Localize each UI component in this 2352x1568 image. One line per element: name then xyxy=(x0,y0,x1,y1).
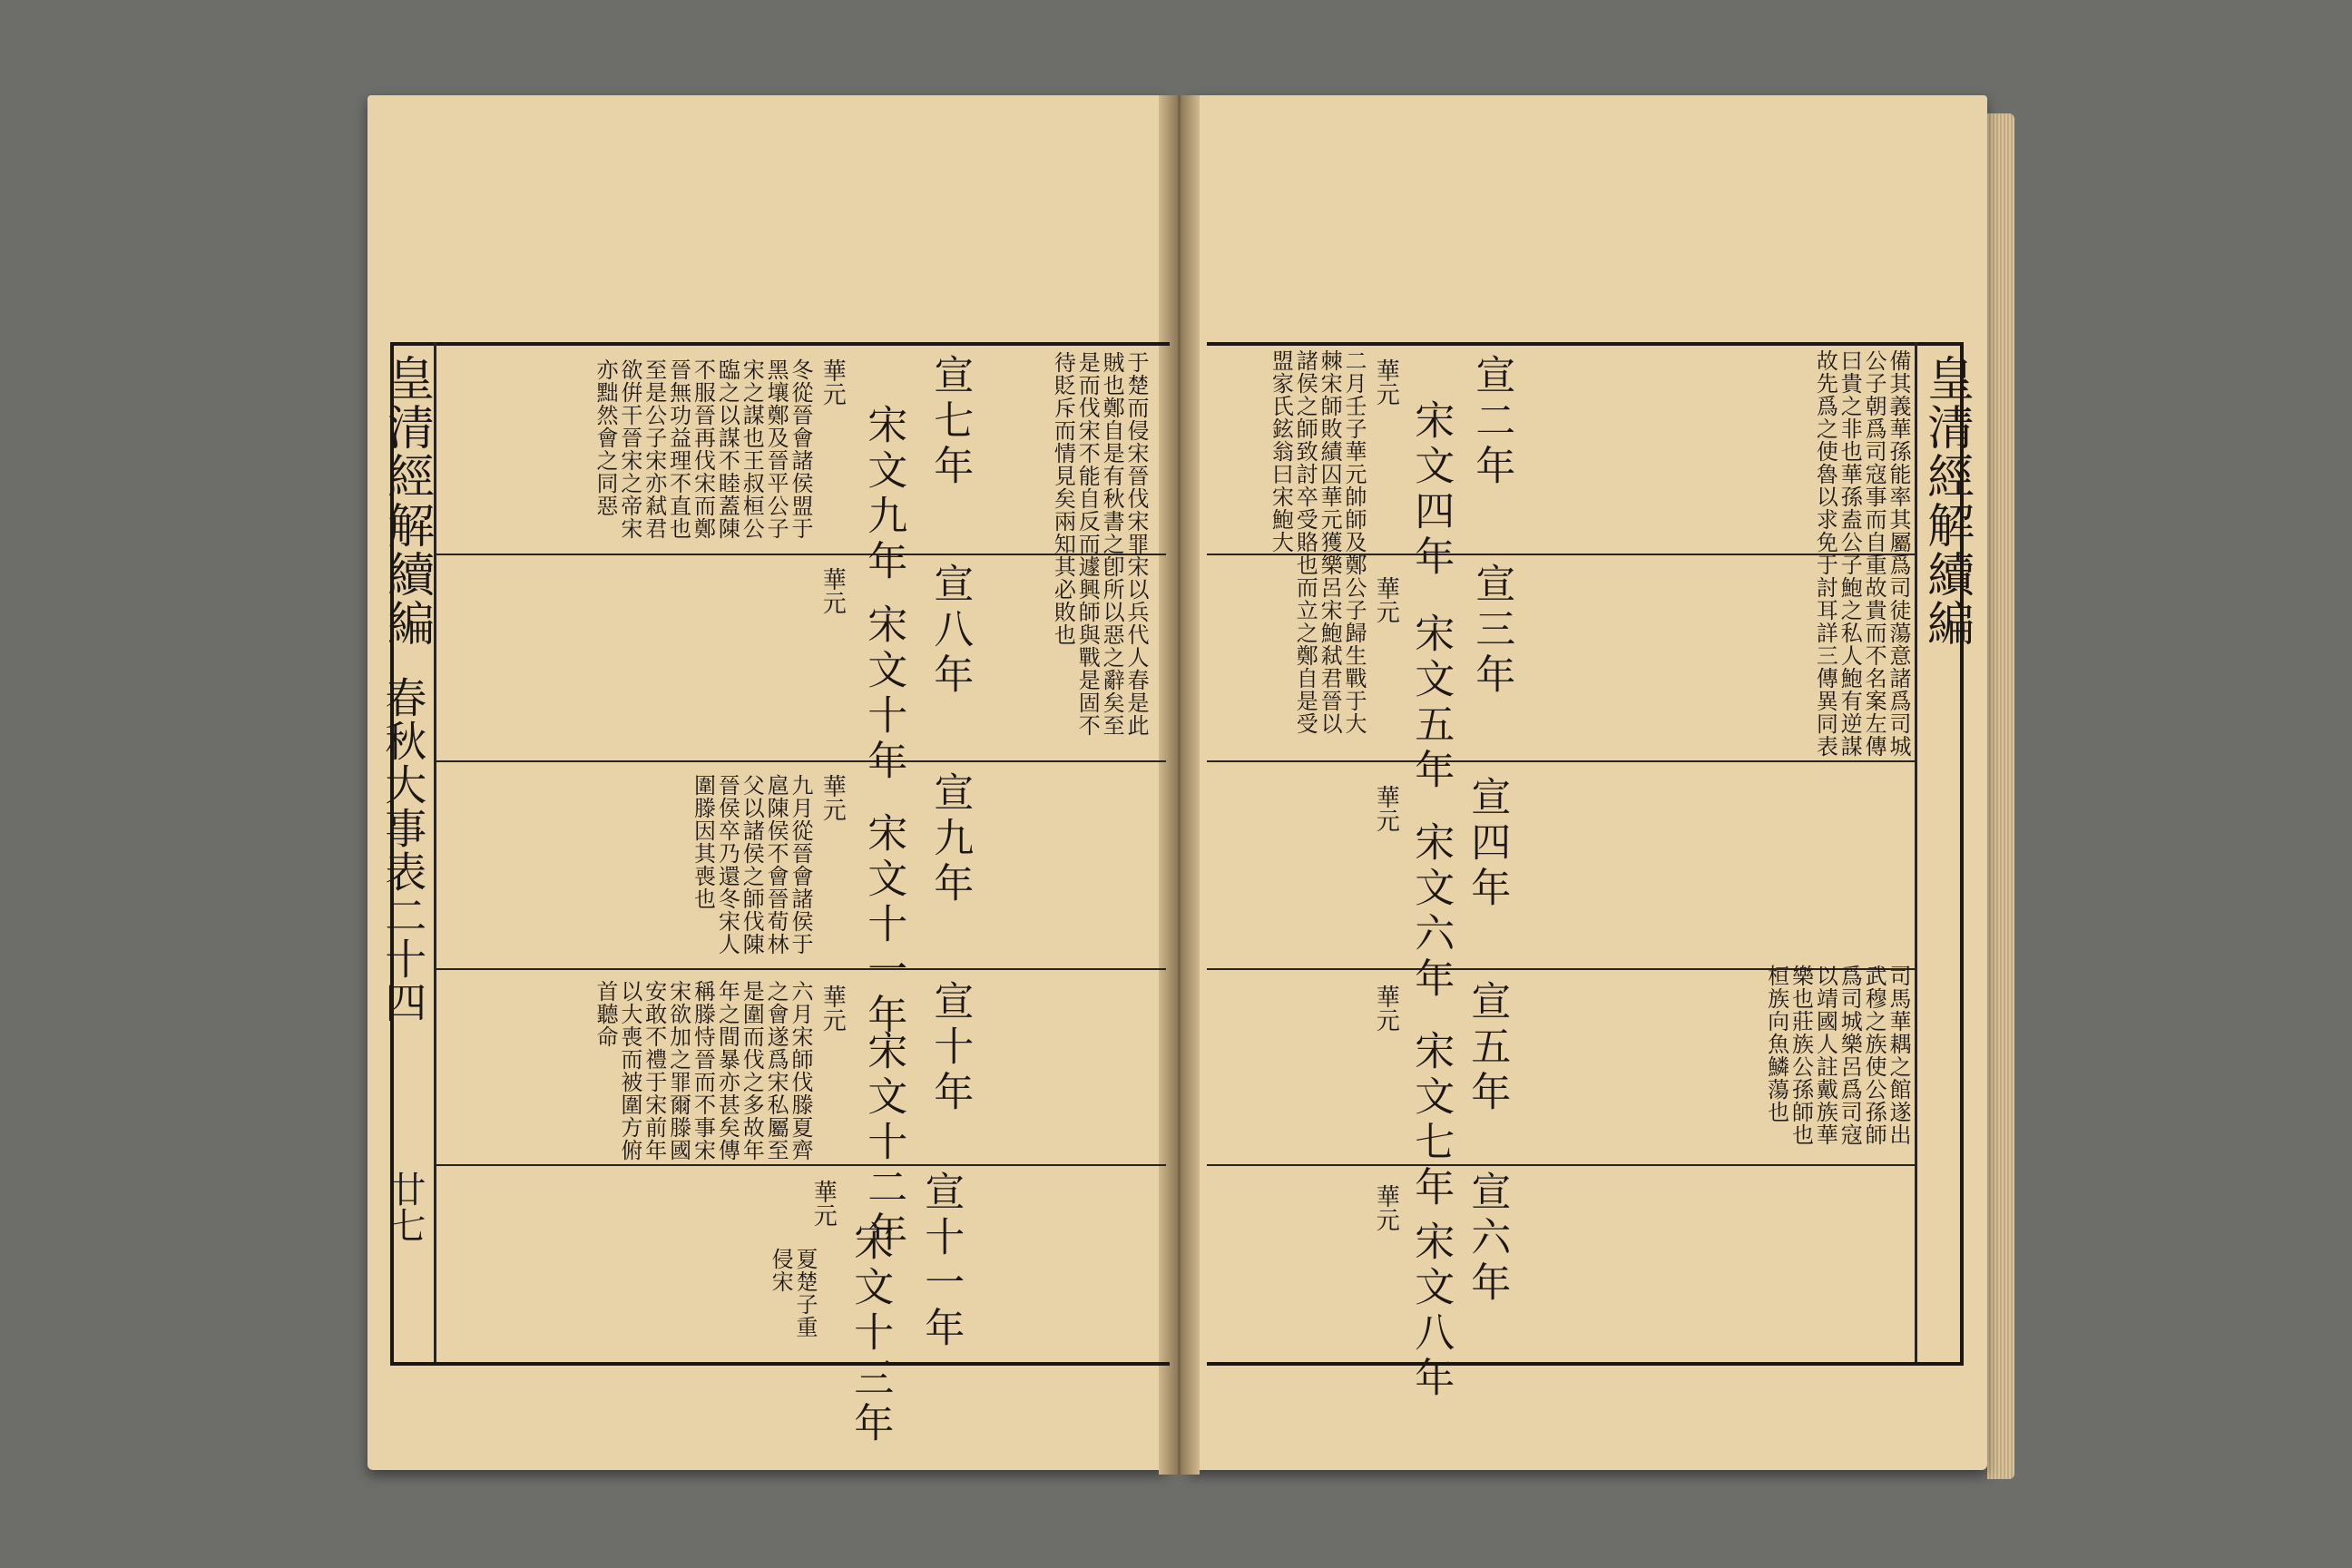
row-divider xyxy=(1207,760,1915,762)
left-sidebar-title: 皇清經解續編 xyxy=(378,354,434,648)
book-fore-edge xyxy=(1987,113,2014,1479)
hua-label: 華元 xyxy=(818,567,847,614)
song-year-label: 宋文八年 xyxy=(1407,1220,1455,1402)
row-divider xyxy=(436,968,1166,970)
right-sidebar-title: 皇清經解續編 xyxy=(1918,354,1974,648)
song-year-label: 宋文四年 xyxy=(1407,399,1455,581)
row-divider xyxy=(1207,1164,1915,1166)
song-year-label: 宋文六年 xyxy=(1407,821,1455,1003)
row-divider xyxy=(436,1164,1166,1166)
year-label: 宣八年 xyxy=(926,563,974,699)
year-label: 宣六年 xyxy=(1464,1171,1511,1307)
year-label: 宣三年 xyxy=(1468,563,1515,699)
note-text: 九月從晉會諸侯于扈陳侯不會晉荀林父以諸侯之師伐陳晉侯卒乃還冬宋人圍滕因其喪也 xyxy=(690,774,813,956)
song-year-label: 宋文五年 xyxy=(1407,612,1455,794)
year-label: 宣九年 xyxy=(926,771,974,907)
song-year-label: 宋文九年 xyxy=(860,404,907,585)
hua-label: 華元 xyxy=(1372,985,1400,1032)
note-text: 夏楚子重侵宋 xyxy=(768,1248,818,1338)
note-text: 備其義華孫能率其屬爲司徒蕩意諸爲司城公子朝爲司寇事而自重故貴而不名案左傳曰貴之非也華孫盍公子鮑之私人鮑有逆謀故先爲之使魯以求免于討耳詳三傳異同表 xyxy=(1812,349,1911,758)
hua-label: 華元 xyxy=(818,358,847,406)
left-sidebar-rule xyxy=(434,342,436,1362)
year-label: 宣十年 xyxy=(926,980,974,1116)
hua-label: 華元 xyxy=(1372,576,1400,623)
hua-label: 華元 xyxy=(1372,785,1400,832)
right-sidebar-rule xyxy=(1915,342,1917,1362)
left-sidebar-subtitle: 春秋大事表二十四 xyxy=(378,676,428,1024)
hua-label: 華元 xyxy=(1372,1184,1400,1231)
year-label: 宣二年 xyxy=(1468,354,1515,490)
hua-label: 華元 xyxy=(1372,358,1400,406)
song-year-label: 宋文七年 xyxy=(1407,1030,1455,1211)
note-text: 司馬華耦之館遂出武穆之族使公孫師爲司城樂呂爲司寇以靖國人註戴族華樂也莊族公孫師也桓族向魚鱗蕩也 xyxy=(1763,965,1911,1146)
open-book xyxy=(368,95,2014,1493)
song-year-label: 宋文十三年 xyxy=(847,1220,894,1447)
year-label: 宣四年 xyxy=(1464,776,1511,912)
hua-label: 華元 xyxy=(818,985,847,1032)
note-text: 冬從晉會諸侯盟于黑壤鄭及晉平公子宋之謀也王叔桓公臨之以謀不睦蓋陳不服晉再伐宋而鄭晉無功益理不直也至是公子宋亦弒君欲倂干晉宋之帝宋亦黜然會之同惡 xyxy=(593,358,813,540)
year-label: 宣十一年 xyxy=(917,1171,965,1352)
song-year-label: 宋文十一年 xyxy=(860,812,907,1039)
row-divider xyxy=(436,760,1166,762)
note-text: 六月宋師伐滕夏齊之會遂爲宋私屬至是圍而伐之多故年年之間暴亦甚矣傳稱滕恃晉而不事宋宋欲加之罪爾滕國安敢不禮于宋前年以大喪而被圍方俯首聽命 xyxy=(593,980,813,1161)
year-label: 宣五年 xyxy=(1464,980,1511,1116)
hua-label: 華元 xyxy=(818,774,847,821)
song-year-label: 宋文十年 xyxy=(860,603,907,785)
song-year-label: 宋文十二年 xyxy=(860,1030,907,1257)
hua-label: 華元 xyxy=(809,1180,838,1227)
note-text: 于楚而侵宋晉伐宋罪宋以兵代人春是此賊也鄭自是有秋書之卽所以惡之辭矣至是而伐宋不能自反而遽興師與戰是固不待貶斥而情見矣兩知其必敗也 xyxy=(1050,351,1149,737)
folio-number: 廿七 xyxy=(384,1171,426,1243)
note-text: 二月壬子華元帥師及鄭公子歸生戰于大棘宋師敗績囚華元獲樂呂宋鮑弒君晉以諸侯之師致討卒受賂也而立之鄭自是受盟家氏鉉翁曰宋鮑大 xyxy=(1268,349,1367,735)
year-label: 宣七年 xyxy=(926,354,974,490)
